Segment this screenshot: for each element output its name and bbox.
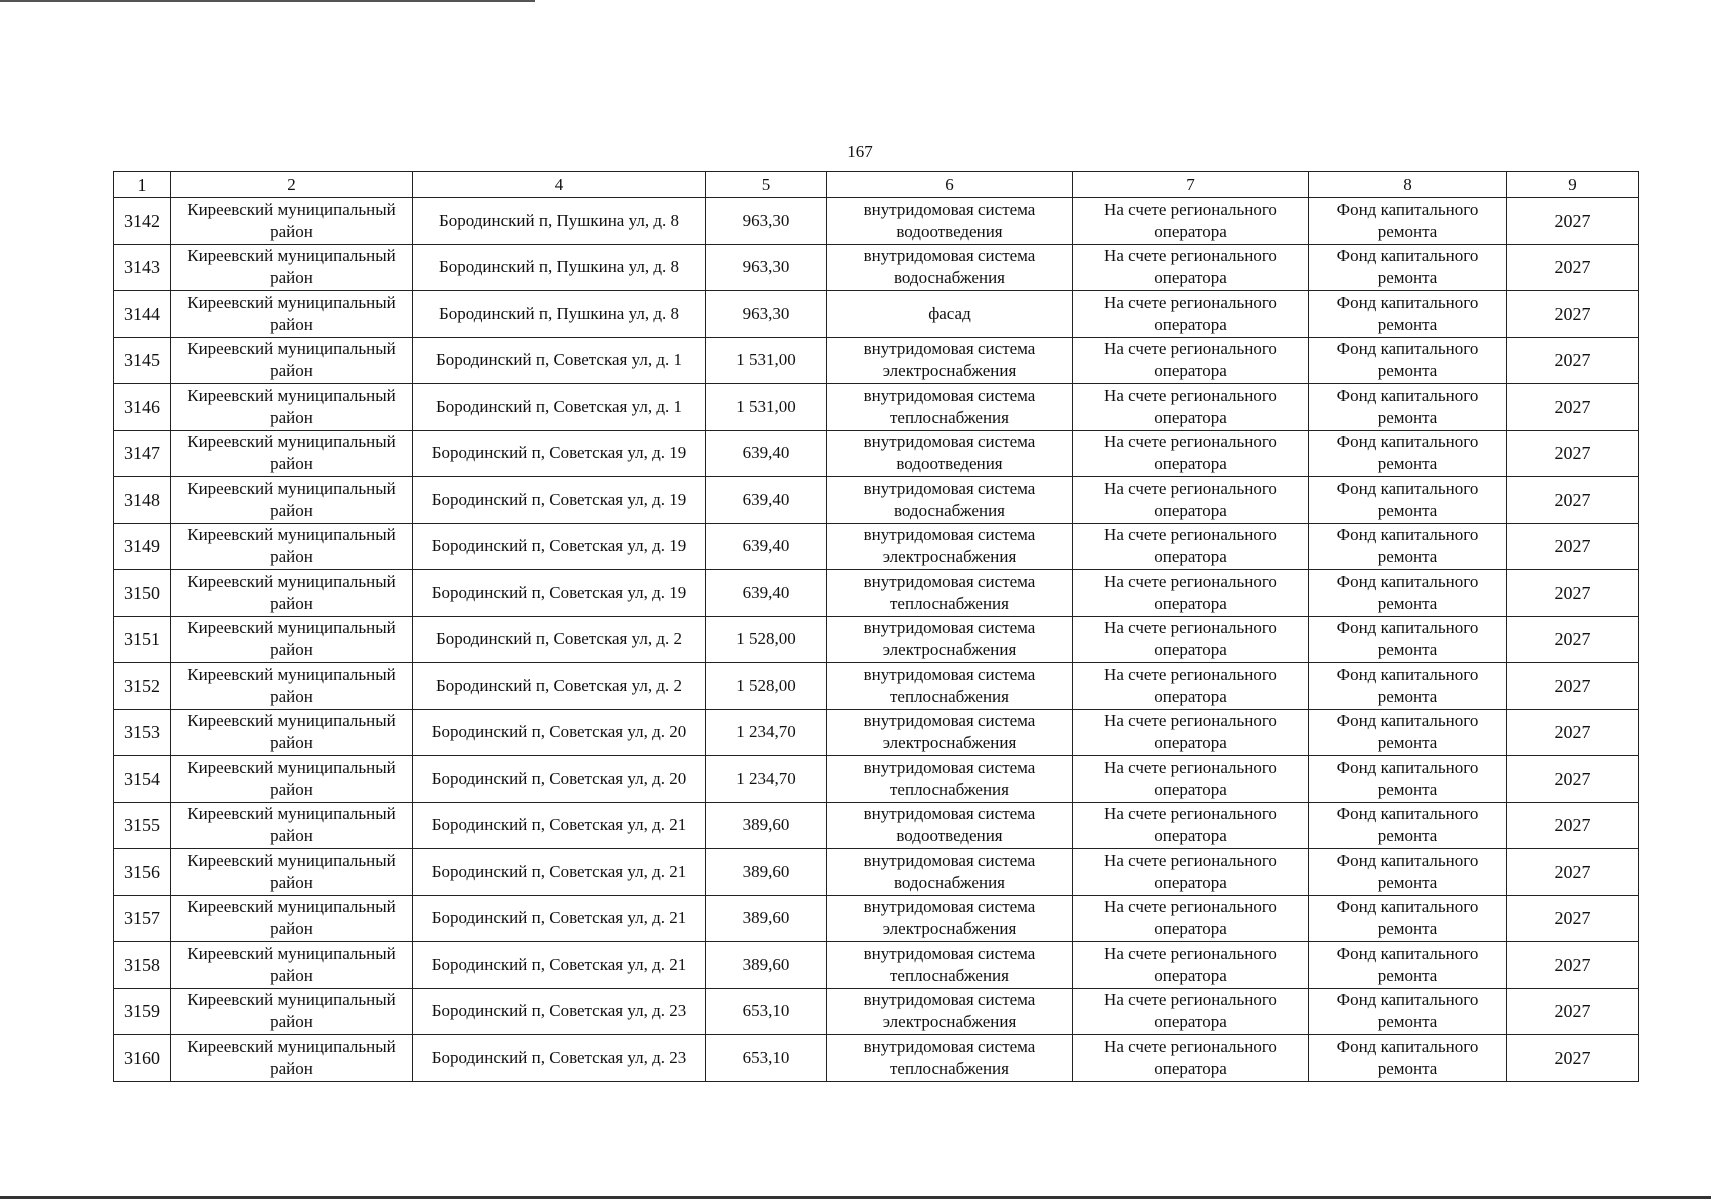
table-row (114, 895, 1639, 942)
address-cell: Бородинский п, Советская ул, д. 23 (413, 988, 706, 1035)
page-number: 167 (847, 142, 873, 161)
table-row (114, 663, 1639, 710)
fund-account-cell: На счете регионального оператора (1073, 616, 1309, 663)
area-cell: 963,30 (706, 291, 827, 338)
district-cell: Киреевский муниципальный район (171, 477, 413, 524)
fund-account-cell: На счете регионального оператора (1073, 663, 1309, 710)
address-cell: Бородинский п, Советская ул, д. 23 (413, 1035, 706, 1082)
repair-type-cell: внутридомовая система теплоснабжения (827, 1035, 1073, 1082)
address-cell: Бородинский п, Советская ул, д. 2 (413, 663, 706, 710)
funding-source-cell: Фонд капитального ремонта (1309, 570, 1507, 617)
address-cell: Бородинский п, Советская ул, д. 21 (413, 849, 706, 896)
table-row (114, 709, 1639, 756)
area-cell: 653,10 (706, 1035, 827, 1082)
funding-source-cell: Фонд капитального ремонта (1309, 477, 1507, 524)
table-row (114, 384, 1639, 431)
column-header: 1 (114, 172, 171, 198)
year-cell: 2027 (1507, 988, 1639, 1035)
column-header: 6 (827, 172, 1073, 198)
row-number-cell: 3146 (114, 384, 171, 431)
area-cell: 963,30 (706, 198, 827, 245)
row-number-cell: 3151 (114, 616, 171, 663)
row-number-cell: 3160 (114, 1035, 171, 1082)
repair-type-cell: внутридомовая система теплоснабжения (827, 942, 1073, 989)
funding-source-cell: Фонд капитального ремонта (1309, 198, 1507, 245)
fund-account-cell: На счете регионального оператора (1073, 198, 1309, 245)
address-cell: Бородинский п, Пушкина ул, д. 8 (413, 291, 706, 338)
area-cell: 639,40 (706, 523, 827, 570)
address-cell: Бородинский п, Советская ул, д. 19 (413, 477, 706, 524)
area-cell: 1 234,70 (706, 756, 827, 803)
capital-repair-table (113, 171, 1639, 1082)
funding-source-cell: Фонд капитального ремонта (1309, 895, 1507, 942)
year-cell: 2027 (1507, 616, 1639, 663)
table-row (114, 1035, 1639, 1082)
funding-source-cell: Фонд капитального ремонта (1309, 430, 1507, 477)
column-number-row (114, 172, 1639, 198)
repair-type-cell: внутридомовая система электроснабжения (827, 895, 1073, 942)
row-number-cell: 3142 (114, 198, 171, 245)
address-cell: Бородинский п, Советская ул, д. 21 (413, 802, 706, 849)
address-cell: Бородинский п, Советская ул, д. 19 (413, 570, 706, 617)
repair-type-cell: внутридомовая система электроснабжения (827, 523, 1073, 570)
repair-type-cell: внутридомовая система водоснабжения (827, 849, 1073, 896)
address-cell: Бородинский п, Пушкина ул, д. 8 (413, 198, 706, 245)
year-cell: 2027 (1507, 337, 1639, 384)
address-cell: Бородинский п, Советская ул, д. 20 (413, 709, 706, 756)
fund-account-cell: На счете регионального оператора (1073, 895, 1309, 942)
repair-type-cell: внутридомовая система теплоснабжения (827, 570, 1073, 617)
table-row (114, 337, 1639, 384)
column-header: 9 (1507, 172, 1639, 198)
funding-source-cell: Фонд капитального ремонта (1309, 849, 1507, 896)
district-cell: Киреевский муниципальный район (171, 895, 413, 942)
district-cell: Киреевский муниципальный район (171, 198, 413, 245)
area-cell: 1 531,00 (706, 384, 827, 431)
column-header: 5 (706, 172, 827, 198)
funding-source-cell: Фонд капитального ремонта (1309, 942, 1507, 989)
district-cell: Киреевский муниципальный район (171, 1035, 413, 1082)
table-row (114, 756, 1639, 803)
area-cell: 963,30 (706, 244, 827, 291)
address-cell: Бородинский п, Советская ул, д. 21 (413, 895, 706, 942)
address-cell: Бородинский п, Советская ул, д. 20 (413, 756, 706, 803)
fund-account-cell: На счете регионального оператора (1073, 384, 1309, 431)
row-number-cell: 3159 (114, 988, 171, 1035)
funding-source-cell: Фонд капитального ремонта (1309, 1035, 1507, 1082)
funding-source-cell: Фонд капитального ремонта (1309, 384, 1507, 431)
table-row (114, 430, 1639, 477)
area-cell: 389,60 (706, 895, 827, 942)
area-cell: 389,60 (706, 802, 827, 849)
fund-account-cell: На счете регионального оператора (1073, 570, 1309, 617)
scan-edge-top (0, 0, 535, 2)
year-cell: 2027 (1507, 244, 1639, 291)
area-cell: 639,40 (706, 477, 827, 524)
address-cell: Бородинский п, Пушкина ул, д. 8 (413, 244, 706, 291)
fund-account-cell: На счете регионального оператора (1073, 430, 1309, 477)
fund-account-cell: На счете регионального оператора (1073, 244, 1309, 291)
repair-type-cell: внутридомовая система водоотведения (827, 430, 1073, 477)
funding-source-cell: Фонд капитального ремонта (1309, 291, 1507, 338)
year-cell: 2027 (1507, 477, 1639, 524)
row-number-cell: 3149 (114, 523, 171, 570)
repair-type-cell: внутридомовая система водоотведения (827, 802, 1073, 849)
repair-type-cell: внутридомовая система водоснабжения (827, 244, 1073, 291)
fund-account-cell: На счете регионального оператора (1073, 849, 1309, 896)
district-cell: Киреевский муниципальный район (171, 849, 413, 896)
district-cell: Киреевский муниципальный район (171, 570, 413, 617)
fund-account-cell: На счете регионального оператора (1073, 988, 1309, 1035)
scan-edge-bottom (0, 1196, 1711, 1199)
table-row (114, 988, 1639, 1035)
area-cell: 639,40 (706, 430, 827, 477)
district-cell: Киреевский муниципальный район (171, 244, 413, 291)
district-cell: Киреевский муниципальный район (171, 942, 413, 989)
repair-type-cell: внутридомовая система водоотведения (827, 198, 1073, 245)
year-cell: 2027 (1507, 1035, 1639, 1082)
fund-account-cell: На счете регионального оператора (1073, 802, 1309, 849)
year-cell: 2027 (1507, 895, 1639, 942)
repair-type-cell: внутридомовая система электроснабжения (827, 988, 1073, 1035)
funding-source-cell: Фонд капитального ремонта (1309, 244, 1507, 291)
year-cell: 2027 (1507, 384, 1639, 431)
address-cell: Бородинский п, Советская ул, д. 19 (413, 430, 706, 477)
district-cell: Киреевский муниципальный район (171, 337, 413, 384)
year-cell: 2027 (1507, 663, 1639, 710)
area-cell: 389,60 (706, 942, 827, 989)
funding-source-cell: Фонд капитального ремонта (1309, 756, 1507, 803)
table-row (114, 570, 1639, 617)
fund-account-cell: На счете регионального оператора (1073, 337, 1309, 384)
row-number-cell: 3155 (114, 802, 171, 849)
row-number-cell: 3145 (114, 337, 171, 384)
year-cell: 2027 (1507, 570, 1639, 617)
table-row (114, 849, 1639, 896)
fund-account-cell: На счете регионального оператора (1073, 1035, 1309, 1082)
address-cell: Бородинский п, Советская ул, д. 1 (413, 337, 706, 384)
row-number-cell: 3150 (114, 570, 171, 617)
repair-type-cell: внутридомовая система электроснабжения (827, 337, 1073, 384)
repair-type-cell: внутридомовая система электроснабжения (827, 709, 1073, 756)
funding-source-cell: Фонд капитального ремонта (1309, 616, 1507, 663)
funding-source-cell: Фонд капитального ремонта (1309, 988, 1507, 1035)
district-cell: Киреевский муниципальный район (171, 291, 413, 338)
address-cell: Бородинский п, Советская ул, д. 2 (413, 616, 706, 663)
column-header: 2 (171, 172, 413, 198)
fund-account-cell: На счете регионального оператора (1073, 291, 1309, 338)
row-number-cell: 3157 (114, 895, 171, 942)
fund-account-cell: На счете регионального оператора (1073, 756, 1309, 803)
column-header: 8 (1309, 172, 1507, 198)
year-cell: 2027 (1507, 291, 1639, 338)
table-row (114, 523, 1639, 570)
funding-source-cell: Фонд капитального ремонта (1309, 802, 1507, 849)
district-cell: Киреевский муниципальный район (171, 756, 413, 803)
funding-source-cell: Фонд капитального ремонта (1309, 709, 1507, 756)
funding-source-cell: Фонд капитального ремонта (1309, 337, 1507, 384)
table-row (114, 198, 1639, 245)
address-cell: Бородинский п, Советская ул, д. 21 (413, 942, 706, 989)
district-cell: Киреевский муниципальный район (171, 709, 413, 756)
column-header: 7 (1073, 172, 1309, 198)
table-body (114, 172, 1639, 1082)
fund-account-cell: На счете регионального оператора (1073, 477, 1309, 524)
repair-type-cell: внутридомовая система теплоснабжения (827, 756, 1073, 803)
year-cell: 2027 (1507, 756, 1639, 803)
table-row (114, 244, 1639, 291)
repair-type-cell: внутридомовая система теплоснабжения (827, 384, 1073, 431)
repair-type-cell: внутридомовая система теплоснабжения (827, 663, 1073, 710)
district-cell: Киреевский муниципальный район (171, 663, 413, 710)
table-row (114, 616, 1639, 663)
row-number-cell: 3143 (114, 244, 171, 291)
year-cell: 2027 (1507, 849, 1639, 896)
district-cell: Киреевский муниципальный район (171, 802, 413, 849)
row-number-cell: 3153 (114, 709, 171, 756)
year-cell: 2027 (1507, 198, 1639, 245)
row-number-cell: 3152 (114, 663, 171, 710)
row-number-cell: 3154 (114, 756, 171, 803)
repair-type-cell: внутридомовая система электроснабжения (827, 616, 1073, 663)
area-cell: 1 531,00 (706, 337, 827, 384)
district-cell: Киреевский муниципальный район (171, 384, 413, 431)
district-cell: Киреевский муниципальный район (171, 988, 413, 1035)
area-cell: 639,40 (706, 570, 827, 617)
year-cell: 2027 (1507, 709, 1639, 756)
table-row (114, 477, 1639, 524)
repair-type-cell: фасад (827, 291, 1073, 338)
address-cell: Бородинский п, Советская ул, д. 19 (413, 523, 706, 570)
row-number-cell: 3147 (114, 430, 171, 477)
year-cell: 2027 (1507, 523, 1639, 570)
area-cell: 1 234,70 (706, 709, 827, 756)
area-cell: 1 528,00 (706, 616, 827, 663)
area-cell: 653,10 (706, 988, 827, 1035)
repair-type-cell: внутридомовая система водоснабжения (827, 477, 1073, 524)
year-cell: 2027 (1507, 802, 1639, 849)
district-cell: Киреевский муниципальный район (171, 430, 413, 477)
district-cell: Киреевский муниципальный район (171, 616, 413, 663)
funding-source-cell: Фонд капитального ремонта (1309, 523, 1507, 570)
table-row (114, 802, 1639, 849)
row-number-cell: 3144 (114, 291, 171, 338)
area-cell: 1 528,00 (706, 663, 827, 710)
year-cell: 2027 (1507, 942, 1639, 989)
year-cell: 2027 (1507, 430, 1639, 477)
funding-source-cell: Фонд капитального ремонта (1309, 663, 1507, 710)
district-cell: Киреевский муниципальный район (171, 523, 413, 570)
fund-account-cell: На счете регионального оператора (1073, 709, 1309, 756)
table-row (114, 942, 1639, 989)
address-cell: Бородинский п, Советская ул, д. 1 (413, 384, 706, 431)
column-header: 4 (413, 172, 706, 198)
row-number-cell: 3158 (114, 942, 171, 989)
area-cell: 389,60 (706, 849, 827, 896)
fund-account-cell: На счете регионального оператора (1073, 942, 1309, 989)
row-number-cell: 3148 (114, 477, 171, 524)
fund-account-cell: На счете регионального оператора (1073, 523, 1309, 570)
table-row (114, 291, 1639, 338)
row-number-cell: 3156 (114, 849, 171, 896)
